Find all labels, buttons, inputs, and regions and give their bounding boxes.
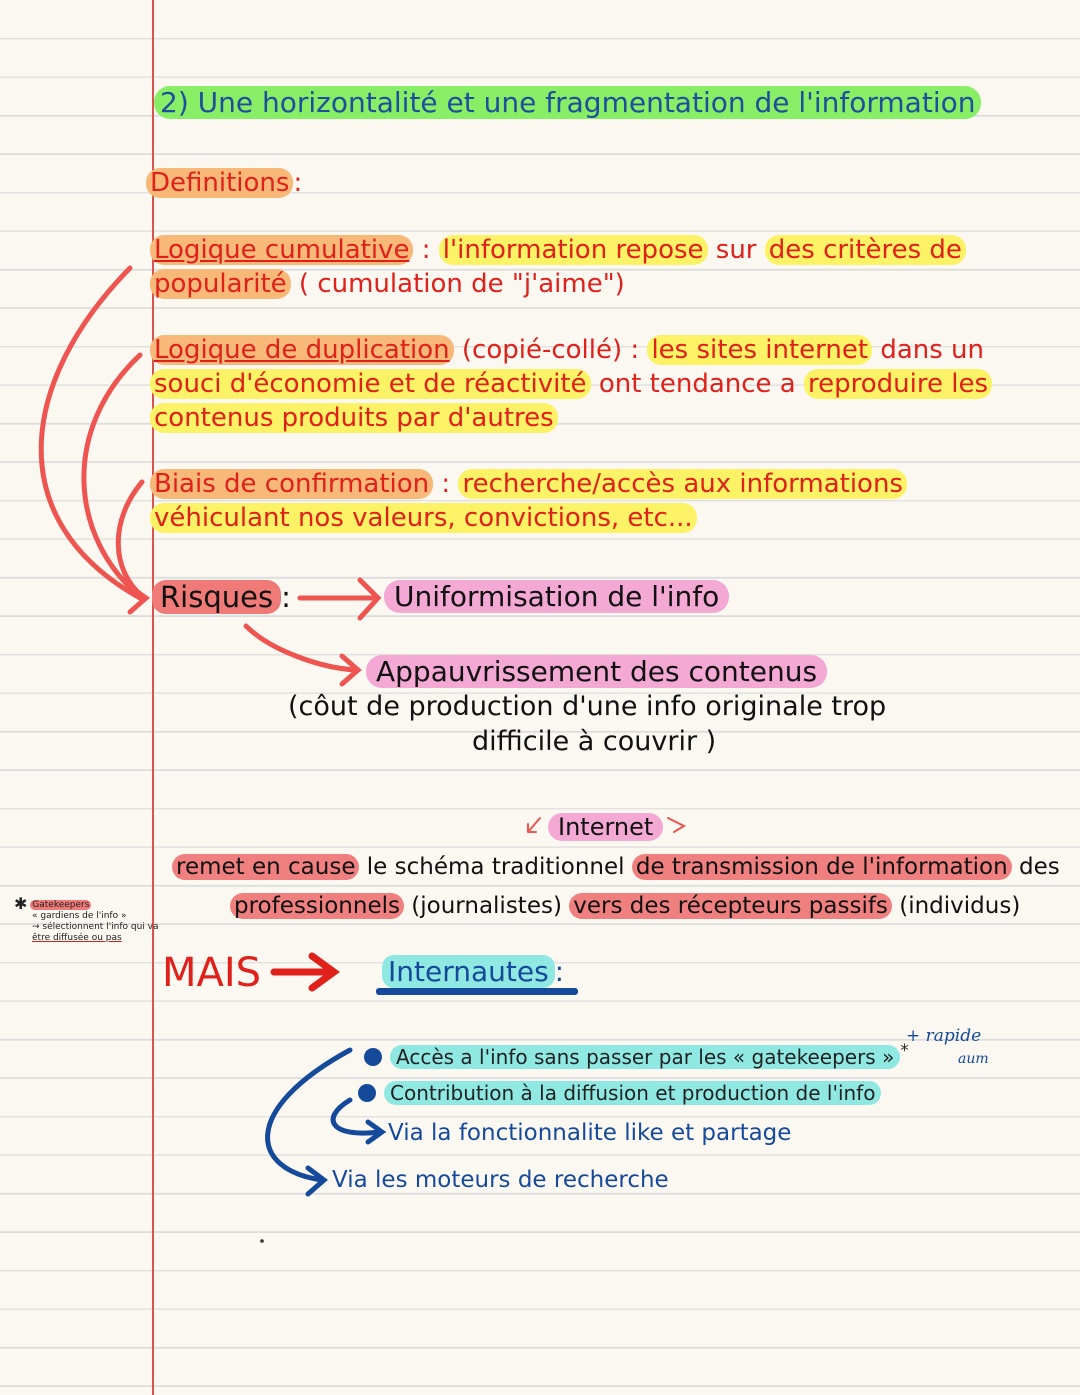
duplication-part2: dans un [880, 335, 985, 365]
bullet-1 [364, 1034, 909, 1074]
gatekeepers-title-line [14, 894, 159, 913]
gatekeepers-title: Gatekeepers [32, 900, 90, 910]
bullet-dot-icon [358, 1084, 376, 1102]
gatekeepers-note [14, 894, 159, 944]
definitions-label [146, 166, 302, 200]
internet-w2: le schéma traditionnel [366, 854, 625, 880]
risque-appauvrissement-text: Appauvrissement des contenus [366, 655, 827, 688]
cumulative-sep: : [421, 235, 431, 265]
cumulative-term: Logique cumulative [150, 235, 413, 265]
gatekeepers-line2: → sélectionnent l'info qui va [32, 922, 159, 932]
mais-label: MAIS [162, 950, 262, 996]
internautes-underline [376, 988, 578, 995]
duplication-term: Logique de duplication [150, 335, 454, 365]
cumulative-part1: l'information repose [439, 235, 708, 265]
duplication-part4: ont tendance a [598, 369, 796, 399]
internet-w5: professionnels [230, 893, 404, 919]
biais-part2: véhiculant nos valeurs, convictions, etc... [150, 503, 697, 533]
cumulative-part2: sur [715, 235, 757, 265]
heading-text: 2) Une horizontalité et une fragmentation de l'information [154, 86, 981, 119]
internet-w7: vers des récepteurs passifs [569, 893, 892, 919]
risque-uniformisation-text: Uniformisation de l'info [384, 580, 729, 613]
cumulative-part5: ( cumulation de "j'aime") [298, 269, 625, 299]
risque-uniformisation [384, 580, 729, 614]
internet-label [548, 810, 663, 844]
internautes-colon: : [554, 955, 565, 988]
bullet-1-note-2: aum [958, 1051, 989, 1067]
arrow-internet-left [528, 818, 540, 832]
star-icon: ✱ [14, 894, 28, 913]
bullet-2 [358, 1076, 881, 1110]
gatekeepers-line3: être diffusée ou pas [32, 933, 122, 943]
biais-sep: : [441, 469, 451, 499]
cumulative-line-2 [150, 267, 625, 301]
arrow-to-appauvrissement [246, 626, 356, 670]
small-dot [260, 1239, 264, 1243]
bullet-1-note-1: + rapide [906, 1026, 982, 1046]
duplication-sep: : [630, 335, 640, 365]
duplication-part5: reproduire les [804, 369, 992, 399]
risque-appauvrissement [366, 655, 827, 689]
appauvrissement-note-1: (côut de production d'une info originale trop [288, 691, 887, 722]
internet-line-1 [172, 850, 1060, 884]
duplication-paren: (copié-collé) [461, 335, 623, 365]
bullet-2-text: Contribution à la diffusion et production de l'info [384, 1081, 881, 1105]
arrow-internet-right [668, 818, 684, 832]
bullet-1-text: Accès a l'info sans passer par les « gatekeepers » [390, 1045, 900, 1069]
cumulative-part4: popularité [150, 269, 291, 299]
internet-w4: des [1019, 854, 1060, 880]
gatekeepers-line1: « gardiens de l'info » [32, 911, 127, 921]
internautes-label [382, 955, 564, 989]
cumulative-line-1 [150, 233, 966, 267]
duplication-line-1 [150, 333, 984, 367]
definitions-text: Definitions [146, 168, 293, 198]
duplication-part3: souci d'économie et de réactivité [150, 369, 591, 399]
duplication-line-3 [150, 401, 558, 435]
biais-term: Biais de confirmation [150, 469, 433, 499]
risques-label [152, 580, 291, 614]
duplication-part6: contenus produits par d'autres [150, 403, 558, 433]
duplication-part1: les sites internet [647, 335, 872, 365]
biais-part1: recherche/accès aux informations [458, 469, 907, 499]
bullet-sub-1: Via la fonctionnalite like et partage [388, 1120, 792, 1146]
internet-line-2 [230, 889, 1020, 923]
biais-line-1 [150, 467, 907, 501]
duplication-line-2 [150, 367, 992, 401]
internet-text: Internet [548, 813, 663, 841]
biais-line-2 [150, 501, 697, 535]
internet-w3: de transmission de l'information [632, 854, 1012, 880]
cumulative-part3: des critères de [765, 235, 966, 265]
appauvrissement-note-2: difficile à couvrir ) [472, 726, 717, 757]
internet-w1: remet en cause [172, 854, 359, 880]
arrow-to-moteurs [268, 1050, 350, 1180]
bullet-sub-2: Via les moteurs de recherche [332, 1167, 669, 1193]
heading [154, 86, 981, 120]
internet-w8: (individus) [899, 893, 1021, 919]
definitions-colon: : [293, 168, 303, 198]
bullet-dot-icon [364, 1048, 382, 1066]
risques-sep: : [281, 580, 291, 614]
internet-w6: (journalistes) [411, 893, 562, 919]
risques-text: Risques [152, 580, 281, 614]
internautes-text: Internautes [382, 955, 555, 988]
bullet-1-star: * [900, 1041, 909, 1060]
